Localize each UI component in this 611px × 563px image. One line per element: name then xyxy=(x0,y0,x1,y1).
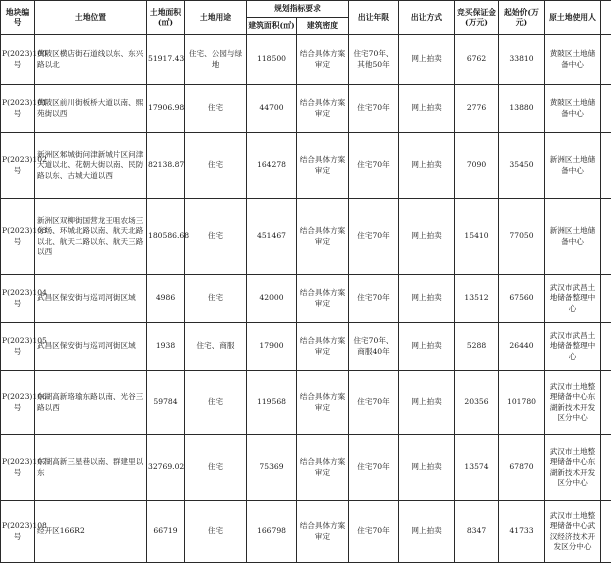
method-cell: 网上拍卖 xyxy=(399,501,455,563)
density-cell: 结合具体方案审定 xyxy=(297,85,349,133)
density-cell: 结合具体方案审定 xyxy=(297,133,349,199)
original-user-cell: 新洲区土地储备中心 xyxy=(545,199,601,275)
land-use-cell: 住宅、商服 xyxy=(185,323,247,371)
start-price-cell: 13880 xyxy=(499,85,545,133)
col-header-deposit: 竞买保证金(万元) xyxy=(455,1,499,35)
start-price-cell: 35450 xyxy=(499,133,545,199)
parcel-id-cell: P(2023)102号 xyxy=(1,133,35,199)
start-price-cell: 26440 xyxy=(499,323,545,371)
original-user-cell: 武汉市土地整理储备中心武汉经济技术开发区分中心 xyxy=(545,501,601,563)
start-price-cell: 41733 xyxy=(499,501,545,563)
original-user-cell: 武汉市武昌土地储备整理中心 xyxy=(545,323,601,371)
start-price-cell: 33810 xyxy=(499,35,545,85)
cut-off-cell xyxy=(601,35,611,85)
deposit-cell: 20356 xyxy=(455,371,499,435)
table-row xyxy=(1,323,611,371)
col-header-land-area: 土地面积(㎡) xyxy=(147,1,185,35)
start-price-cell: 77050 xyxy=(499,199,545,275)
col-header-land-use: 土地用途 xyxy=(185,1,247,35)
table-row xyxy=(1,501,611,563)
method-cell: 网上拍卖 xyxy=(399,323,455,371)
cut-off-cell xyxy=(601,323,611,371)
method-cell: 网上拍卖 xyxy=(399,371,455,435)
col-header-location: 土地位置 xyxy=(35,1,147,35)
land-area-cell: 82138.87 xyxy=(147,133,185,199)
location-cell: 东湖高新三星巷以南、群建里以东 xyxy=(35,435,147,501)
cut-off-cell xyxy=(601,371,611,435)
parcel-id-cell: P(2023)105号 xyxy=(1,323,35,371)
land-area-cell: 32769.02 xyxy=(147,435,185,501)
table-row xyxy=(1,199,611,275)
original-user-cell: 武汉市土地整理储备中心东湖新技术开发区分中心 xyxy=(545,435,601,501)
land-area-cell: 180586.68 xyxy=(147,199,185,275)
deposit-cell: 8347 xyxy=(455,501,499,563)
land-use-cell: 住宅 xyxy=(185,435,247,501)
land-use-cell: 住宅 xyxy=(185,371,247,435)
method-cell: 网上拍卖 xyxy=(399,275,455,323)
term-cell: 住宅70年 xyxy=(349,371,399,435)
parcel-id-cell: P(2023)108号 xyxy=(1,501,35,563)
parcel-id-cell: P(2023)106号 xyxy=(1,371,35,435)
col-header-cut-off xyxy=(601,1,611,35)
land-use-cell: 住宅 xyxy=(185,85,247,133)
deposit-cell: 15410 xyxy=(455,199,499,275)
cut-off-cell xyxy=(601,85,611,133)
col-header-planning-group: 规划指标要求 xyxy=(247,1,349,18)
density-cell: 结合具体方案审定 xyxy=(297,199,349,275)
cut-off-cell xyxy=(601,435,611,501)
original-user-cell: 武汉市土地整理储备中心东湖新技术开发区分中心 xyxy=(545,371,601,435)
density-cell: 结合具体方案审定 xyxy=(297,275,349,323)
table-row xyxy=(1,371,611,435)
land-use-cell: 住宅 xyxy=(185,133,247,199)
deposit-cell: 5288 xyxy=(455,323,499,371)
deposit-cell: 2776 xyxy=(455,85,499,133)
land-area-cell: 66719 xyxy=(147,501,185,563)
density-cell: 结合具体方案审定 xyxy=(297,501,349,563)
location-cell: 东湖高新珞瑜东路以南、光谷三路以西 xyxy=(35,371,147,435)
building-area-cell: 118500 xyxy=(247,35,297,85)
location-cell: 黄陂区前川街板桥大道以南、熙苑街以西 xyxy=(35,85,147,133)
method-cell: 网上拍卖 xyxy=(399,133,455,199)
parcel-id-cell: P(2023)107号 xyxy=(1,435,35,501)
original-user-cell: 武汉市武昌土地储备整理中心 xyxy=(545,275,601,323)
original-user-cell: 黄陂区土地储备中心 xyxy=(545,85,601,133)
method-cell: 网上拍卖 xyxy=(399,85,455,133)
land-area-cell: 1938 xyxy=(147,323,185,371)
land-area-cell: 51917.43 xyxy=(147,35,185,85)
density-cell: 结合具体方案审定 xyxy=(297,435,349,501)
term-cell: 住宅70年 xyxy=(349,501,399,563)
building-area-cell: 75369 xyxy=(247,435,297,501)
location-cell: 新洲区双柳街国营龙王咀农场三分场、环城北路以南、航天北路以北、航天二路以东、航天三路以西 xyxy=(35,199,147,275)
deposit-cell: 7090 xyxy=(455,133,499,199)
density-cell: 结合具体方案审定 xyxy=(297,35,349,85)
start-price-cell: 67870 xyxy=(499,435,545,501)
col-header-term: 出让年限 xyxy=(349,1,399,35)
land-use-cell: 住宅 xyxy=(185,199,247,275)
table-row xyxy=(1,35,611,85)
cut-off-cell xyxy=(601,275,611,323)
deposit-cell: 13574 xyxy=(455,435,499,501)
table-body xyxy=(1,35,611,563)
col-header-density: 建筑密度 xyxy=(297,18,349,35)
header-row-top xyxy=(1,1,611,18)
table-row xyxy=(1,133,611,199)
col-header-id: 地块编号 xyxy=(1,1,35,35)
parcel-id-cell: P(2023)104号 xyxy=(1,275,35,323)
start-price-cell: 67560 xyxy=(499,275,545,323)
cut-off-cell xyxy=(601,501,611,563)
original-user-cell: 新洲区土地储备中心 xyxy=(545,133,601,199)
building-area-cell: 166798 xyxy=(247,501,297,563)
cut-off-cell xyxy=(601,199,611,275)
cut-off-cell xyxy=(601,133,611,199)
table-row xyxy=(1,85,611,133)
deposit-cell: 6762 xyxy=(455,35,499,85)
col-header-method: 出让方式 xyxy=(399,1,455,35)
col-header-original-user: 原土地使用人 xyxy=(545,1,601,35)
method-cell: 网上拍卖 xyxy=(399,199,455,275)
density-cell: 结合具体方案审定 xyxy=(297,371,349,435)
land-area-cell: 4986 xyxy=(147,275,185,323)
location-cell: 新洲区邾城街问津新城片区问津大道以北、花朝大街以南、民防路以东、古城大道以西 xyxy=(35,133,147,199)
parcel-id-cell: P(2023)100号 xyxy=(1,35,35,85)
parcel-id-cell: P(2023)101号 xyxy=(1,85,35,133)
land-use-cell: 住宅、公园与绿地 xyxy=(185,35,247,85)
original-user-cell: 黄陂区土地储备中心 xyxy=(545,35,601,85)
term-cell: 住宅70年、其他50年 xyxy=(349,35,399,85)
term-cell: 住宅70年 xyxy=(349,275,399,323)
location-cell: 经开区166R2 xyxy=(35,501,147,563)
land-use-cell: 住宅 xyxy=(185,501,247,563)
term-cell: 住宅70年、商服40年 xyxy=(349,323,399,371)
table-row xyxy=(1,275,611,323)
start-price-cell: 101780 xyxy=(499,371,545,435)
building-area-cell: 451467 xyxy=(247,199,297,275)
building-area-cell: 44700 xyxy=(247,85,297,133)
col-header-building-area: 建筑面积(㎡) xyxy=(247,18,297,35)
building-area-cell: 119568 xyxy=(247,371,297,435)
building-area-cell: 164278 xyxy=(247,133,297,199)
term-cell: 住宅70年 xyxy=(349,199,399,275)
location-cell: 黄陂区横店街石道线以东、东兴路以北 xyxy=(35,35,147,85)
building-area-cell: 17900 xyxy=(247,323,297,371)
col-header-start-price: 起始价(万元) xyxy=(499,1,545,35)
deposit-cell: 13512 xyxy=(455,275,499,323)
location-cell: 武昌区保安街与巡司河街区域 xyxy=(35,323,147,371)
method-cell: 网上拍卖 xyxy=(399,435,455,501)
land-area-cell: 59784 xyxy=(147,371,185,435)
land-area-cell: 17906.98 xyxy=(147,85,185,133)
building-area-cell: 42000 xyxy=(247,275,297,323)
term-cell: 住宅70年 xyxy=(349,133,399,199)
term-cell: 住宅70年 xyxy=(349,85,399,133)
land-use-cell: 住宅 xyxy=(185,275,247,323)
density-cell: 结合具体方案审定 xyxy=(297,323,349,371)
parcel-id-cell: P(2023)103号 xyxy=(1,199,35,275)
table-row xyxy=(1,435,611,501)
term-cell: 住宅70年 xyxy=(349,435,399,501)
method-cell: 网上拍卖 xyxy=(399,35,455,85)
location-cell: 武昌区保安街与巡司河街区域 xyxy=(35,275,147,323)
